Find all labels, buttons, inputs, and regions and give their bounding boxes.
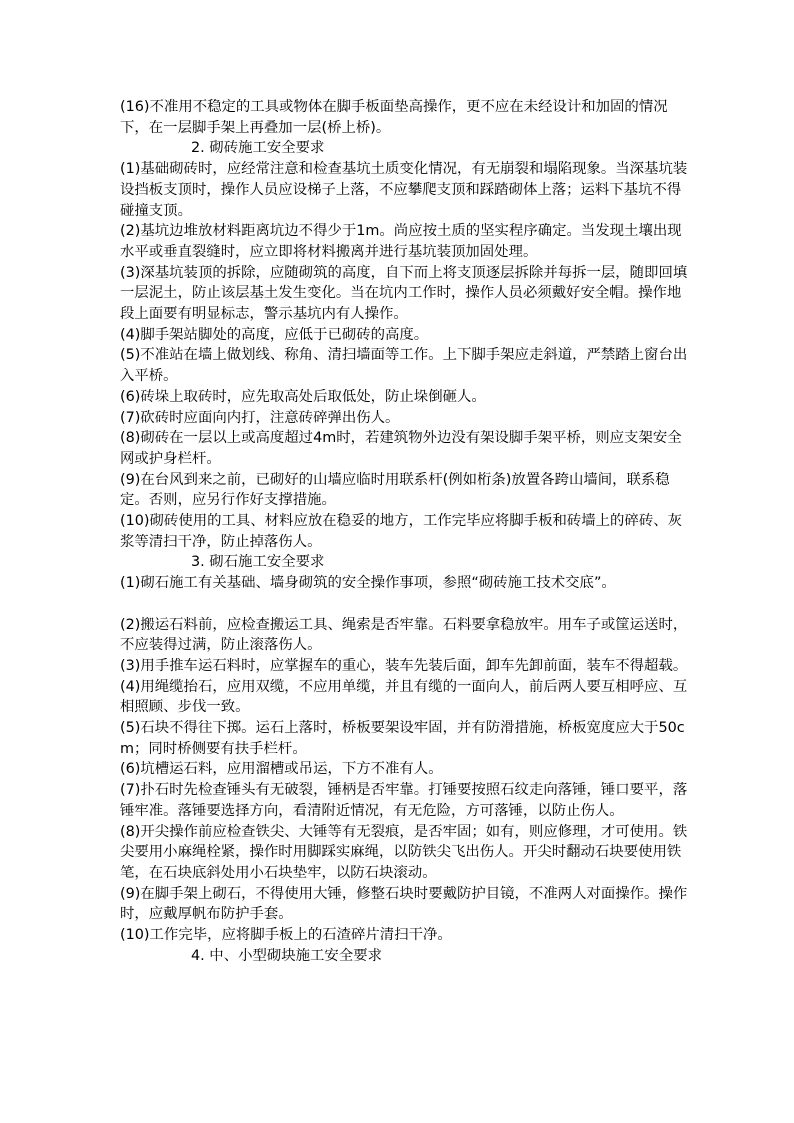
paragraph: (9)在脚手架上砌石，不得使用大锤，修整石块时要戴防护目镜，不准两人对面操作。操作时，应戴厚帆布防护手套。 bbox=[120, 885, 688, 923]
paragraph: (6)坑槽运石料，应用溜槽或吊运，下方不准有人。 bbox=[120, 761, 443, 778]
paragraph: (7)砍砖时应面向内打，注意砖碎弹出伤人。 bbox=[120, 409, 400, 426]
paragraph: (2)搬运石料前，应检查搬运工具、绳索是否牢靠。石料要拿稳放牢。用车子或筐运送时，不应装得过满，防止滚落伤人。 bbox=[120, 616, 688, 654]
paragraph: (10)砌砖使用的工具、材料应放在稳妥的地方，工作完毕应将脚手板和砖墙上的碎砖、灰浆等清扫干净，防止掉落伤人。 bbox=[120, 513, 682, 550]
paragraph: (2)基坑边堆放材料距离坑边不得少于1m。尚应按土质的坚实程序确定。当发现土壤出现水平或垂直裂缝时，应立即将材料搬离并进行基坑装顶加固处理。 bbox=[120, 223, 682, 260]
section-heading: 3. 砌石施工安全要求 bbox=[191, 554, 325, 571]
paragraph: (8)开尖操作前应检查铁尖、大锤等有无裂痕，是否牢固；如有，则应修理，才可使用。铁尖要用小麻绳栓紧，操作时用脚踩实麻绳，以防铁尖飞出伤人。开尖时翻动石块要使用铁笔，在石块底斜处用小石块垫牢，以防石块滚动。 bbox=[120, 823, 688, 881]
paragraph: (1)砌石施工有关基础、墙身砌筑的安全操作事项，参照“砌砖施工技术交底”。 bbox=[120, 575, 616, 592]
paragraph: (4)脚手架站脚处的高度，应低于已砌砖的高度。 bbox=[120, 326, 429, 343]
paragraph: (5)石块不得往下掷。运石上落时，桥板要架设牢固，并有防滑措施，桥板宽度应大于50cm；同时桥侧要有扶手栏杆。 bbox=[120, 720, 685, 757]
paragraph: (3)用手推车运石料时，应掌握车的重心，装车先装后面，卸车先卸前面，装车不得超载。 bbox=[120, 657, 688, 674]
paragraph: (6)砖垛上取砖时，应先取高处后取低处，防止垛倒砸人。 bbox=[120, 388, 486, 405]
section-heading: 4. 中、小型砌块施工安全要求 bbox=[191, 947, 382, 964]
section-heading: 2. 砌砖施工安全要求 bbox=[191, 140, 325, 157]
paragraph: (16)不准用不稳定的工具或物体在脚手板面垫高操作，更不应在未经设计和加固的情况下，在一层脚手架上再叠加一层(桥上桥)。 bbox=[120, 99, 668, 136]
paragraph: (5)不准站在墙上做划线、称角、清扫墙面等工作。上下脚手架应走斜道，严禁踏上窗台出入平桥。 bbox=[120, 347, 688, 385]
paragraph: (3)深基坑装顶的拆除，应随砌筑的高度，自下而上将支顶逐层拆除并每拆一层，随即回填一层泥土，防止该层基土发生变化。当在坑内工作时，操作人员必须戴好安全帽。操作地段上面要有明显标志，警示基坑内有人操作。 bbox=[120, 264, 688, 323]
document-body bbox=[120, 97, 692, 967]
paragraph: (10)工作完毕，应将脚手板上的石渣碎片清扫干净。 bbox=[120, 927, 452, 944]
paragraph: (1)基础砌砖时，应经常注意和检查基坑土质变化情况，有无崩裂和塌陷现象。当深基坑装设挡板支顶时，操作人员应设梯子上落，不应攀爬支顶和踩踏砌体上落；运料下基坑不得碰撞支顶。 bbox=[120, 161, 688, 219]
paragraph: (7)扑石时先检查锤头有无破裂，锤柄是否牢靠。打锤要按照石纹走向落锤，锤口要平，落锤牢准。落锤要选择方向，看清附近情况，有无危险，方可落锤，以防止伤人。 bbox=[120, 782, 688, 819]
paragraph: (8)砌砖在一层以上或高度超过4m时，若建筑物外边没有架设脚手架平桥，则应支架安全网或护身栏杆。 bbox=[120, 430, 682, 467]
paragraph: (4)用绳缆抬石，应用双缆，不应用单缆，并且有缆的一面向人，前后两人要互相呼应、互相照顾、步伐一致。 bbox=[120, 678, 688, 716]
paragraph: (9)在台风到来之前，已砌好的山墙应临时用联系杆(例如桁条)放置各跨山墙间，联系稳定。否则，应另行作好支撑措施。 bbox=[120, 471, 670, 509]
